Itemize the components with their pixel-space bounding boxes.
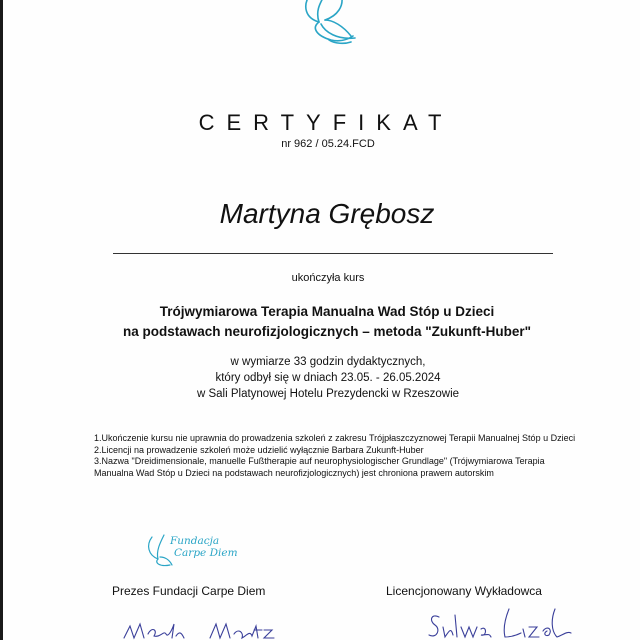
notes bbox=[94, 433, 614, 479]
course-title bbox=[0, 302, 640, 342]
course-title-line-2: na podstawach neurofizjologicznych – metoda "Zukunft-Huber" bbox=[122, 324, 532, 339]
note-3-cont: Manualna Wad Stóp u Dzieci na podstawach neurofizjologicznych) jest chroniona prawem autorskim bbox=[94, 467, 494, 478]
signature-lecturer bbox=[425, 605, 575, 640]
certificate-title: CERTYFIKAT bbox=[198, 110, 454, 135]
details-venue: w Sali Platynowej Hotelu Prezydencki w Rzeszowie bbox=[196, 388, 460, 400]
foundation-logo bbox=[144, 533, 244, 573]
details-dates: który odbył się w dniach 23.05. - 26.05.2024 bbox=[215, 372, 441, 384]
foundation-logo-line-2: Carpe Diem bbox=[174, 547, 238, 559]
signature-label-president: Prezes Fundacji Carpe Diem bbox=[112, 584, 266, 598]
foundation-logo-text bbox=[170, 535, 238, 559]
foundation-logo-line-1: Fundacja bbox=[170, 535, 220, 547]
completed-text: ukończyła kurs bbox=[291, 272, 365, 284]
note-1: 1.Ukończenie kursu nie uprawnia do prowadzenia szkoleń z zakresu Trójpłaszczyznowej Terapii Manualnej Stóp u Dzieci bbox=[94, 433, 576, 443]
note-3: 3.Nazwa "Dreidimensionale, manuelle Fußtherapie auf neurophysiologischer Grundlage" (Trójwymiarowa Terapia bbox=[94, 456, 545, 466]
butterfly-logo-icon bbox=[285, 0, 365, 60]
certificate-number: nr 962 / 05.24.FCD bbox=[281, 138, 375, 150]
recipient-name: Martyna Grębosz bbox=[219, 198, 435, 229]
course-title-line-1: Trójwymiarowa Terapia Manualna Wad Stóp u Dzieci bbox=[159, 304, 495, 319]
course-details bbox=[0, 354, 640, 402]
name-underline bbox=[113, 253, 553, 254]
signature-label-lecturer: Licencjonowany Wykładowca bbox=[386, 584, 542, 598]
signature-president bbox=[110, 612, 300, 640]
details-hours: w wymiarze 33 godzin dydaktycznych, bbox=[230, 356, 426, 368]
note-2: 2.Licencji na prowadzenie szkoleń może udzielić wyłącznie Barbara Zukunft-Huber bbox=[94, 444, 424, 455]
